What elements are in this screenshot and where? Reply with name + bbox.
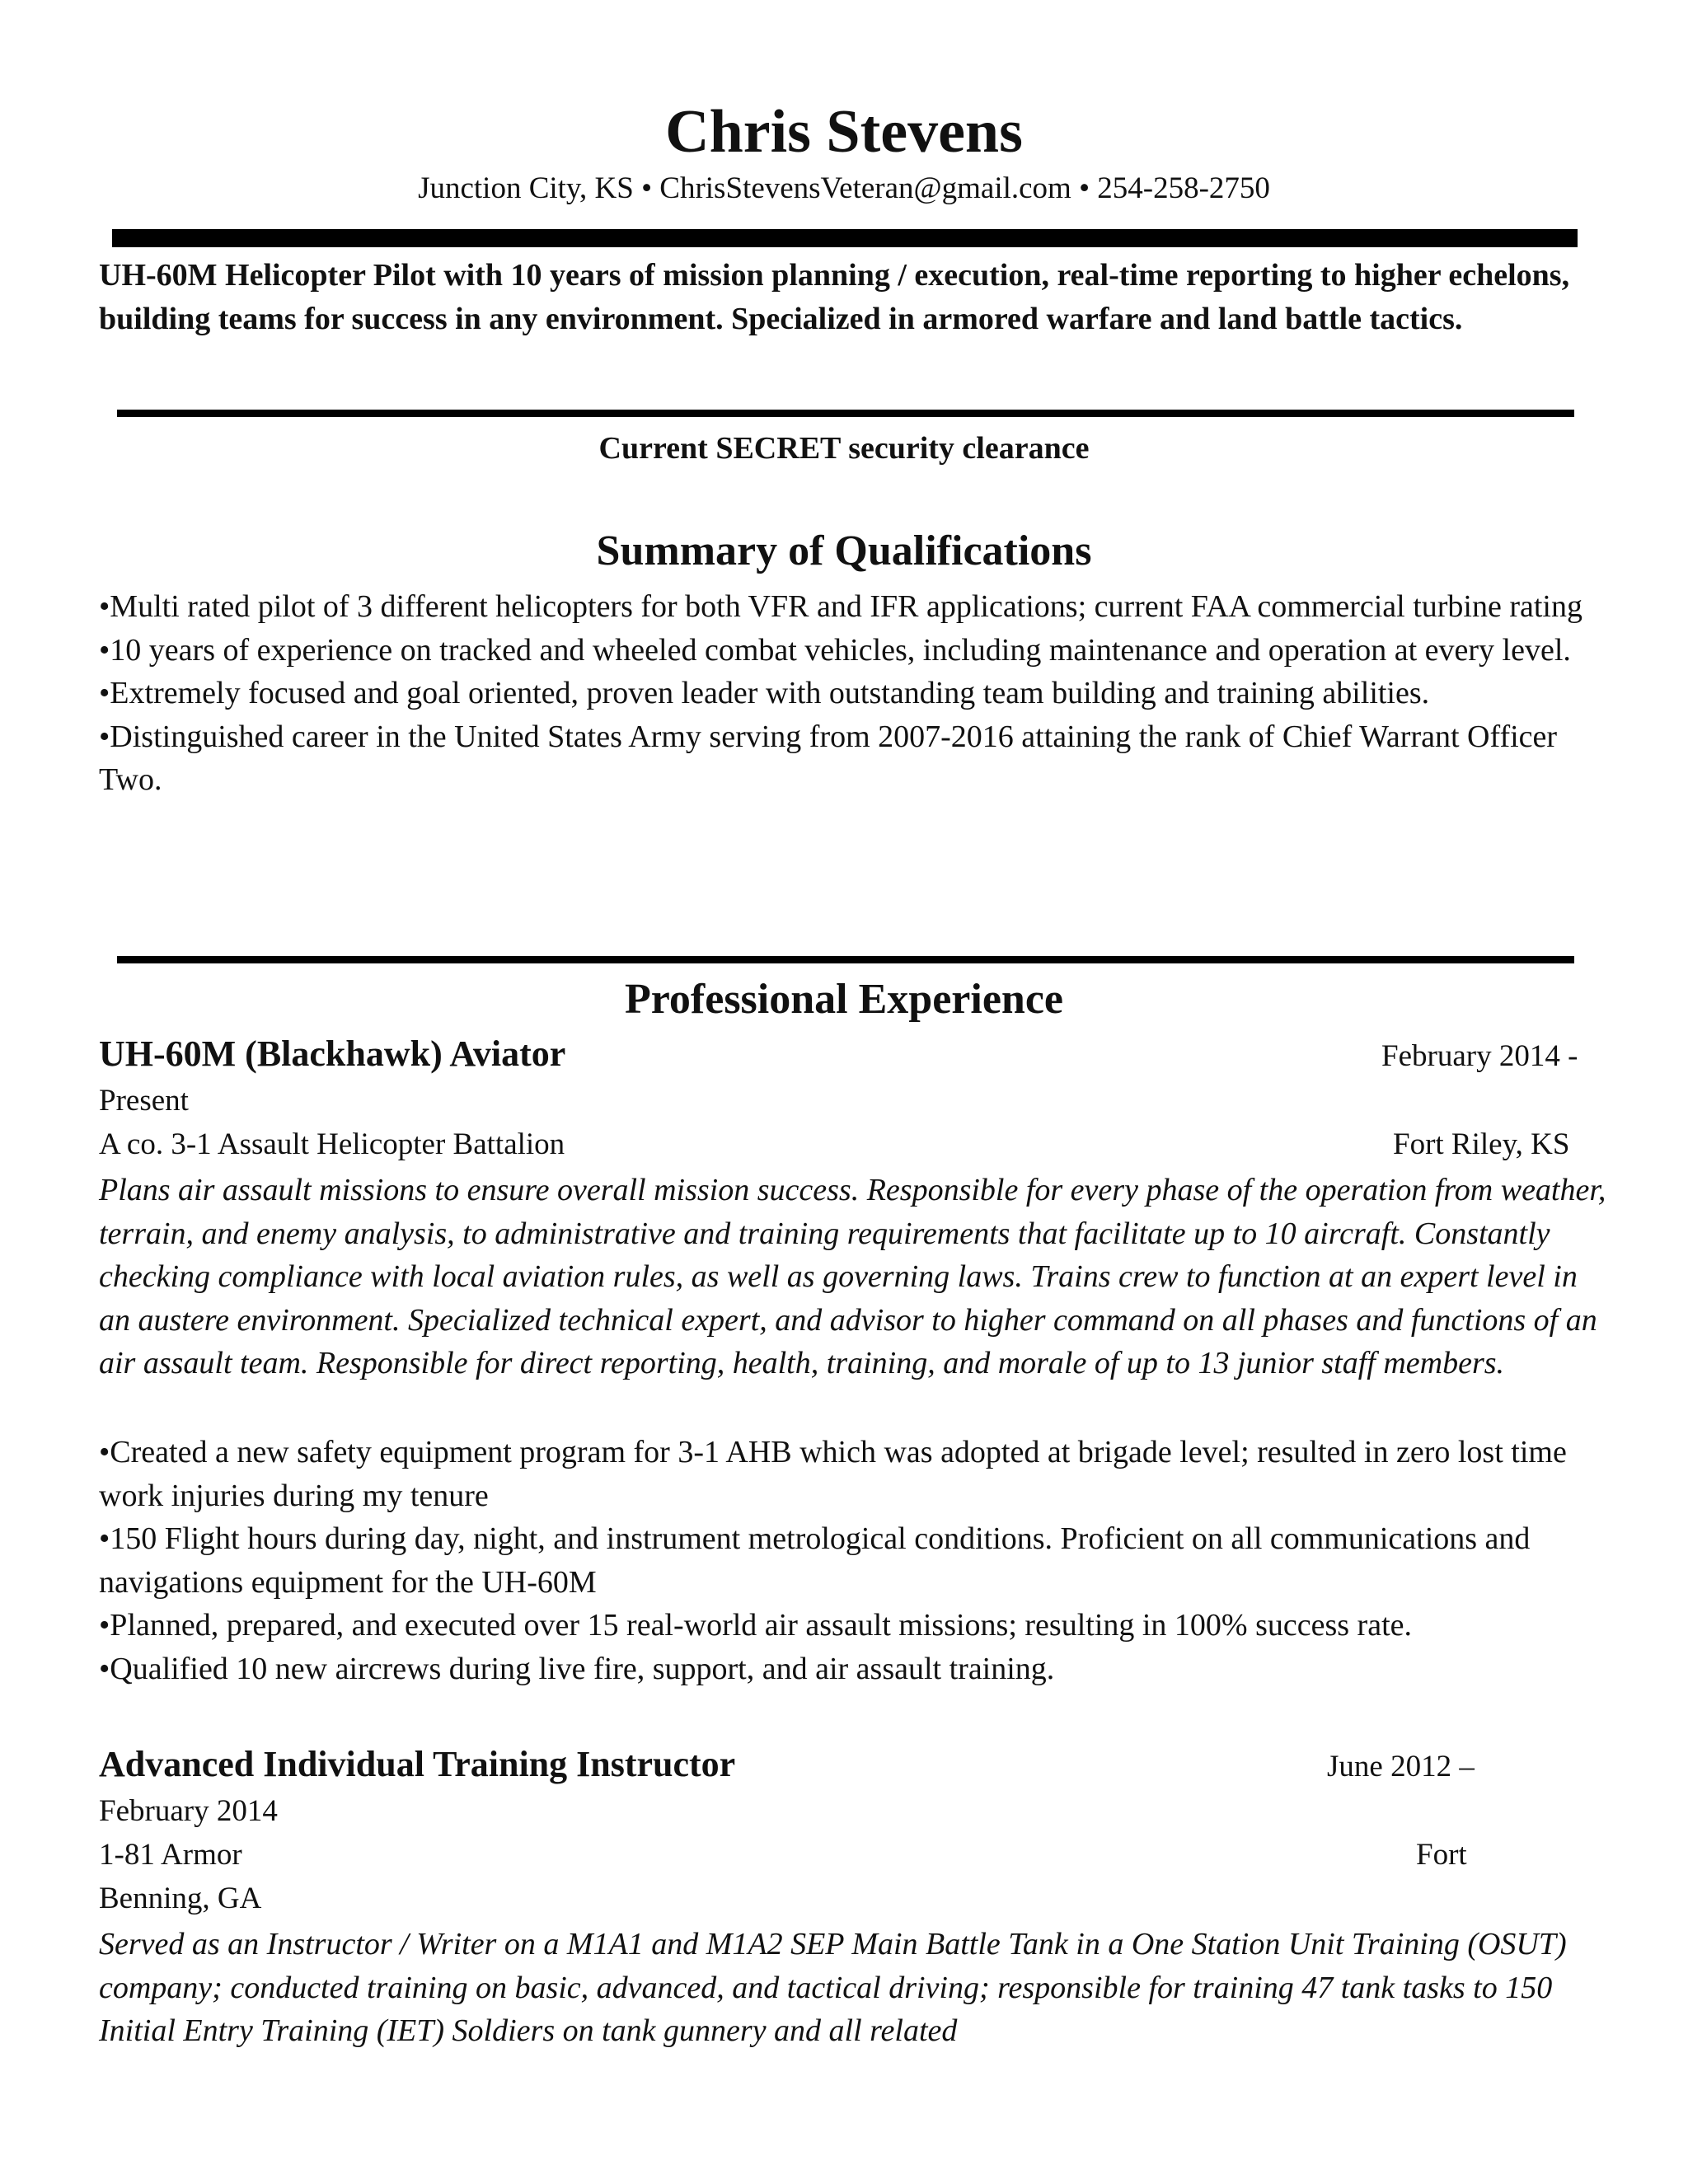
header-divider <box>112 229 1578 247</box>
qualification-item: •Extremely focused and goal oriented, proven leader with outstanding team building and training abilities. <box>99 676 1430 711</box>
job-bullet: •Created a new safety equipment program for 3-1 AHB which was adopted at brigade level; resulted in zero lost time work injuries during my tenure <box>99 1435 1567 1513</box>
qualification-item: •10 years of experience on tracked and wheeled combat vehicles, including maintenance and operation at every level. <box>99 632 1571 668</box>
qualification-item: •Distinguished career in the United States Army serving from 2007-2016 attaining the rank of Chief Warrant Officer Two. <box>99 719 1558 798</box>
qualification-item: •Multi rated pilot of 3 different helicopters for both VFR and IFR applications; current FAA commercial turbine rating <box>99 589 1582 624</box>
job-location-continued: Benning, GA <box>99 1882 262 1915</box>
job-unit: A co. 3-1 Assault Helicopter Battalion <box>99 1127 565 1161</box>
job-title: UH-60M (Blackhawk) Aviator <box>99 1033 566 1074</box>
clearance-line: Current SECRET security clearance <box>598 431 1090 466</box>
candidate-name: Chris Stevens <box>665 98 1023 166</box>
divider-2 <box>117 956 1574 963</box>
job-description: Served as an Instructor / Writer on a M1A1 and M1A2 SEP Main Battle Tank in a One Station Unit Training (OSUT) company; conducted training on basic, advanced, and tactical driving; responsible for training 47 tank tasks to 150 Initial Entry Training (IET) Soldiers on tank gunnery and all related <box>99 1927 1567 2049</box>
divider-1 <box>117 410 1574 417</box>
job-bullets <box>99 1431 1607 1691</box>
job-bullet: •Planned, prepared, and executed over 15 real-world air assault missions; resulting in 100% success rate. <box>99 1608 1412 1643</box>
section-title-experience: Professional Experience <box>625 976 1063 1023</box>
headline-summary: UH-60M Helicopter Pilot with 10 years of mission planning / execution, real-time reporting to higher echelons, building teams for success in any environment. Specialized in armored warfare and land battle tactics. <box>99 258 1570 336</box>
job-bullet: •Qualified 10 new aircrews during live fire, support, and air assault training. <box>99 1651 1055 1686</box>
job-date-start: February 2014 - <box>1381 1039 1578 1073</box>
job-date-end: Present <box>99 1084 189 1118</box>
job-date-start: June 2012 – <box>1327 1750 1475 1783</box>
contact-line: Junction City, KS • ChrisStevensVeteran@gmail.com • 254-258-2750 <box>418 171 1270 205</box>
job-date-end: February 2014 <box>99 1794 278 1828</box>
job-location: Fort <box>1416 1838 1467 1872</box>
job-title: Advanced Individual Training Instructor <box>99 1744 736 1784</box>
job-description: Plans air assault missions to ensure overall mission success. Responsible for every phase of the operation from weather, terrain, and enemy analysis, to administrative and training requirements that facilitate up to 10 aircraft. Constantly checking compliance with local aviation rules, as well as governing laws. Trains crew to function at an expert level in an austere environment. Specialized technical expert, and advisor to higher command on all phases and functions of an air assault team. Responsible for direct reporting, health, training, and morale of up to 13 junior staff members. <box>99 1173 1606 1381</box>
job-bullet: •150 Flight hours during day, night, and instrument metrological conditions. Proficient on all communications and navigations equipment for the UH-60M <box>99 1521 1531 1600</box>
job-location: Fort Riley, KS <box>1393 1127 1570 1161</box>
section-title-qualifications: Summary of Qualifications <box>596 527 1092 574</box>
job-unit: 1-81 Armor <box>99 1838 242 1872</box>
qualifications-list <box>99 585 1607 802</box>
